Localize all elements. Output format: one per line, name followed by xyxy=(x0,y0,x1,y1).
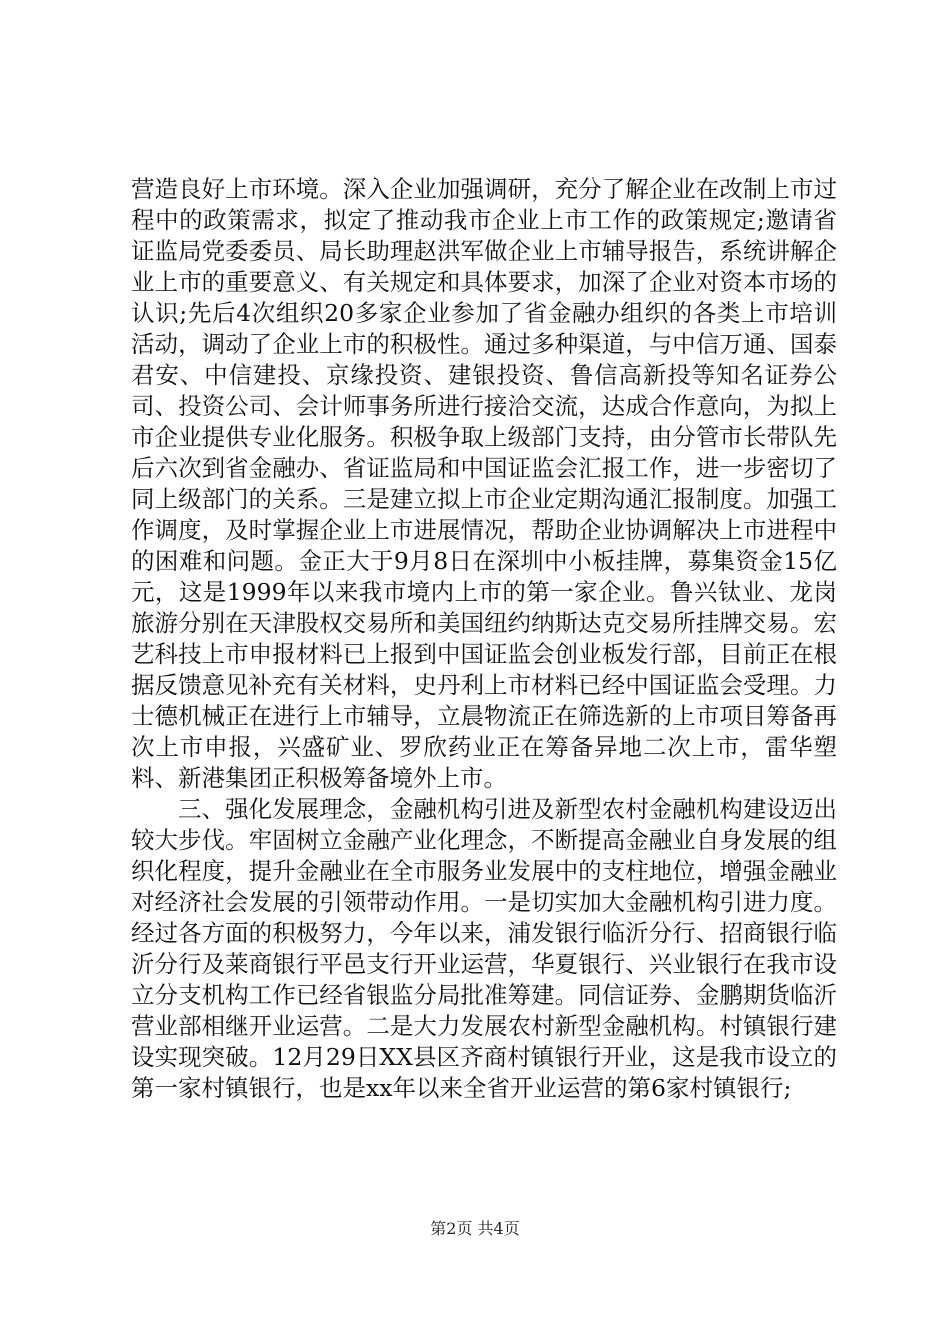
body-text xyxy=(131,174,837,1104)
paragraph-1: 营造良好上市环境。深入企业加强调研，充分了解企业在改制上市过程中的政策需求，拟定了推动我市企业上市工作的政策规定;邀请省证监局党委委员、局长助理赵洪军做企业上市辅导报告，系统讲解企业上市的重要意义、有关规定和具体要求，加深了企业对资本市场的认识;先后4次组织20多家企业参加了省金融办组织的各类上市培训活动，调动了企业上市的积极性。通过多种渠道，与中信万通、国泰君安、中信建投、京缘投资、建银投资、鲁信高新投等知名证券公司、投资公司、会计师事务所进行接洽交流，达成合作意向，为拟上市企业提供专业化服务。积极争取上级部门支持，由分管市长带队先后六次到省金融办、省证监局和中国证监会汇报工作，进一步密切了同上级部门的关系。三是建立拟上市企业定期沟通汇报制度。加强工作调度，及时掌握企业上市进展情况，帮助企业协调解决上市进程中的困难和问题。金正大于9月8日在深圳中小板挂牌，募集资金15亿元，这是1999年以来我市境内上市的第一家企业。鲁兴钛业、龙岗旅游分别在天津股权交易所和美国纽约纳斯达克交易所挂牌交易。宏艺科技上市申报材料已上报到中国证监会创业板发行部，目前正在根据反馈意见补充有关材料，史丹利上市材料已经中国证监会受理。力士德机械正在进行上市辅导，立晨物流正在筛选新的上市项目筹备再次上市申报，兴盛矿业、罗欣药业正在筹备异地二次上市，雷华塑料、新港集团正积极筹备境外上市。 xyxy=(131,175,837,792)
paragraph-2: 三、强化发展理念，金融机构引进及新型农村金融机构建设迈出较大步伐。牢固树立金融产业化理念，不断提高金融业自身发展的组织化程度，提升金融业在全市服务业发展中的支柱地位，增强金融业对经济社会发展的引领带动作用。一是切实加大金融机构引进力度。经过各方面的积极努力，今年以来，浦发银行临沂分行、招商银行临沂分行及莱商银行平邑支行开业运营，华夏银行、兴业银行在我市设立分支机构工作已经省银监分局批准筹建。同信证券、金鹏期货临沂营业部相继开业运营。二是大力发展农村新型金融机构。村镇银行建设实现突破。12月29日XX县区齐商村镇银行开业，这是我市设立的第一家村镇银行，也是xx年以来全省开业运营的第6家村镇银行; xyxy=(131,795,837,1102)
page-footer: 第2页 共4页 xyxy=(430,1219,520,1238)
